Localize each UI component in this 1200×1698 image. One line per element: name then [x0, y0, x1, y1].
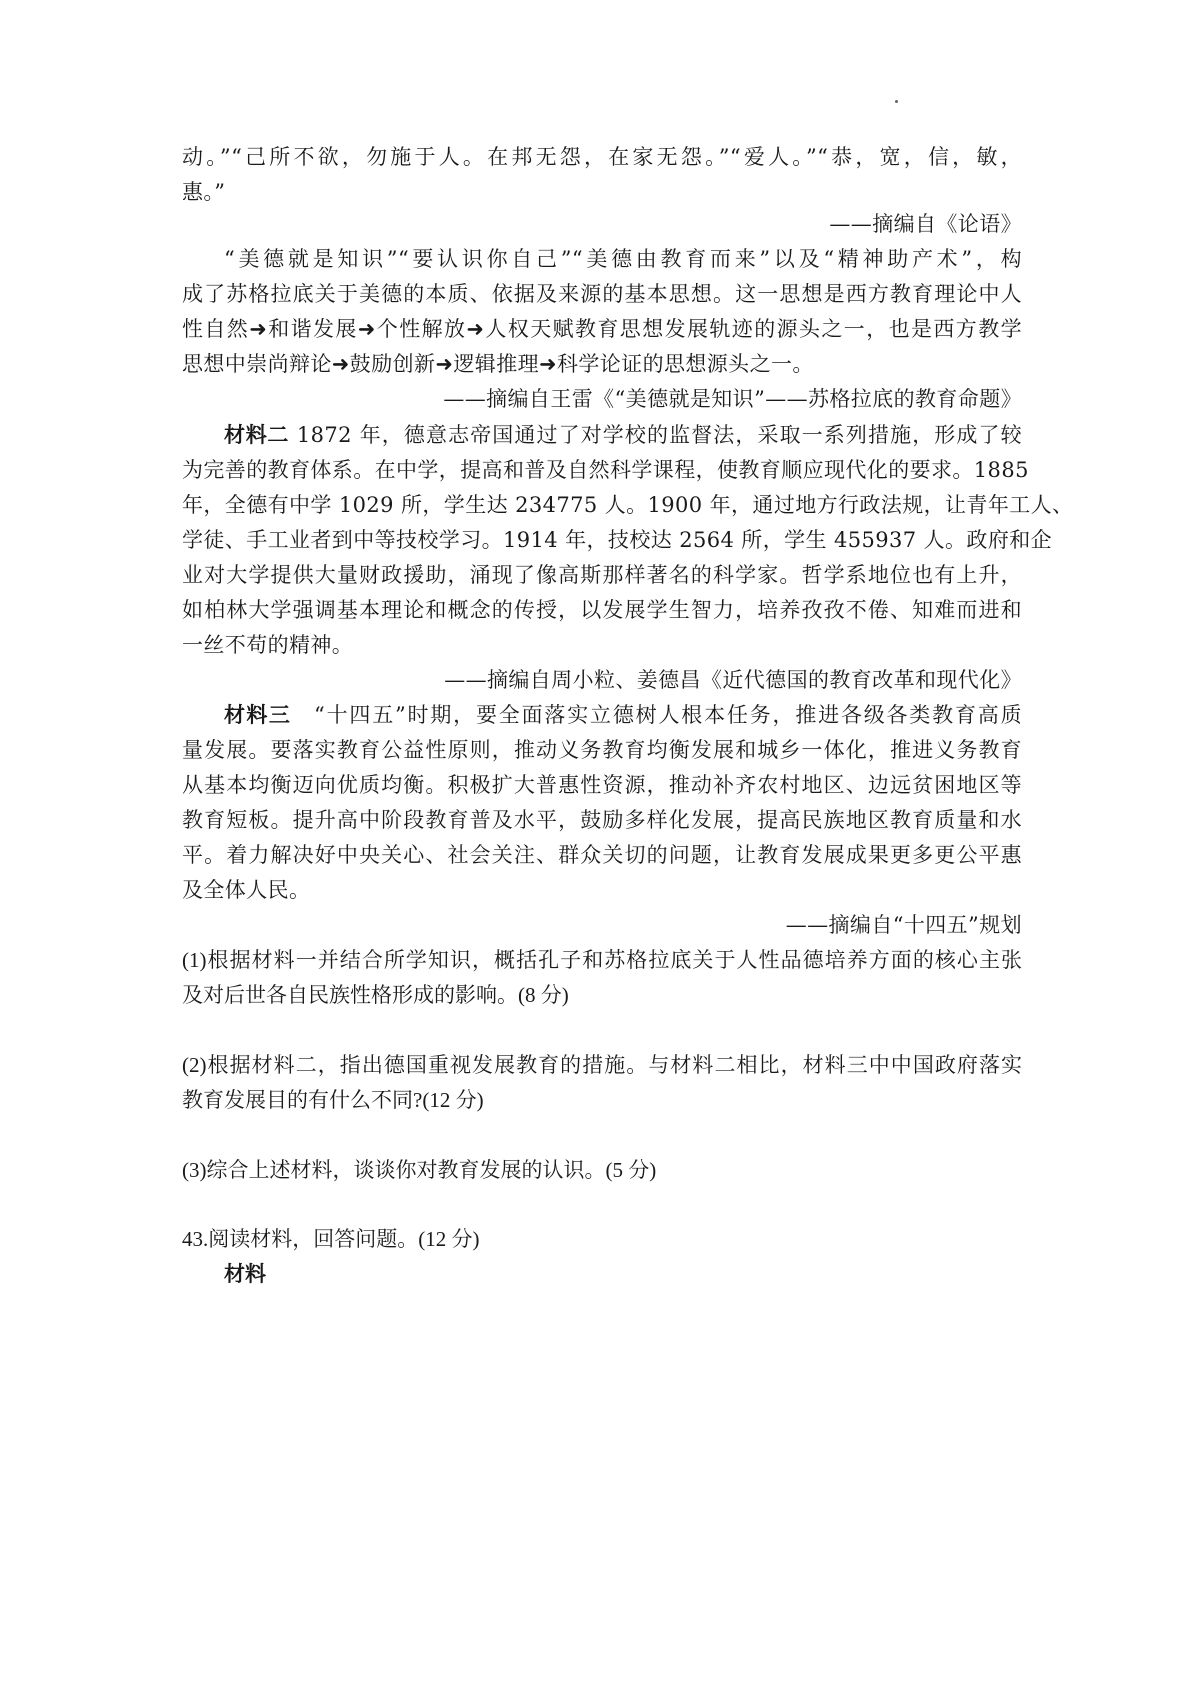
lunyu-line-2: 惠。”	[182, 180, 226, 204]
material-three-line-1	[224, 698, 1022, 733]
socrates-line-2: 成了苏格拉底关于美德的本质、依据及来源的基本思想。这一思想是西方教育理论中人	[182, 282, 1022, 306]
material-two-line-7: 一丝不苟的精神。	[182, 633, 354, 657]
material-two-line-1	[224, 418, 1022, 453]
source-material-three: ——摘编自“十四五”规划	[785, 913, 1022, 937]
material-three-line-6: 及全体人民。	[182, 878, 311, 902]
socrates-line-4: 思想中崇尚辩论➜鼓励创新➜逻辑推理➜科学论证的思想源头之一。	[182, 352, 814, 376]
material-two-line-5: 业对大学提供大量财政援助，涌现了像高斯那样著名的科学家。哲学系地位也有上升，	[182, 563, 1022, 587]
source-lunyu: ——摘编自《论语》	[829, 212, 1022, 236]
material-three-line-2: 量发展。要落实教育公益性原则，推动义务教育均衡发展和城乡一体化，推进义务教育	[182, 738, 1022, 762]
material-three-line-4: 教育短板。提升高中阶段教育普及水平，鼓励多样化发展，提高民族地区教育质量和水	[182, 808, 1022, 832]
socrates-line-1: “美德就是知识”“要认识你自己”“美德由教育而来”以及“精神助产术”，构	[224, 247, 1022, 271]
question-2-line-1: (2)根据材料二，指出德国重视发展教育的措施。与材料二相比，材料三中中国政府落实	[182, 1053, 1022, 1077]
material-three-label: 材料三	[224, 703, 292, 727]
socrates-line-3: 性自然➜和谐发展➜个性解放➜人权天赋教育思想发展轨迹的源头之一，也是西方教学	[182, 317, 1022, 341]
question-1-line-1: (1)根据材料一并结合所学知识，概括孔子和苏格拉底关于人性品德培养方面的核心主张	[182, 948, 1022, 972]
material-two-line-4: 学徒、手工业者到中等技校学习。1914 年，技校达 2564 所，学生 455937 人。政府和企	[182, 528, 1053, 552]
material-two-first-line: 1872 年，德意志帝国通过了对学校的监督法，采取一系列措施，形成了较	[289, 423, 1022, 447]
material-two-line-3: 年，全德有中学 1029 所，学生达 234775 人。1900 年，通过地方行政法规，让青年工人、	[182, 493, 1074, 517]
material-three-first-line: “十四五”时期，要全面落实立德树人根本任务，推进各级各类教育高质	[291, 703, 1023, 727]
material-three-line-3: 从基本均衡迈向优质均衡。积极扩大普惠性资源，推动补齐农村地区、边远贫困地区等	[182, 773, 1022, 797]
question-1-line-2: 及对后世各自民族性格形成的影响。(8 分)	[182, 983, 569, 1007]
material-three-line-5: 平。着力解决好中央关心、社会关注、群众关切的问题，让教育发展成果更多更公平惠	[182, 843, 1022, 867]
material-two-line-2: 为完善的教育体系。在中学，提高和普及自然科学课程，使教育顺应现代化的要求。1885	[182, 458, 1029, 482]
question-43-title: 43.阅读材料，回答问题。(12 分)	[182, 1227, 480, 1251]
question-2-line-2: 教育发展目的有什么不同?(12 分)	[182, 1088, 484, 1112]
question-43-material-label: 材料	[224, 1262, 266, 1286]
question-3: (3)综合上述材料，谈谈你对教育发展的认识。(5 分)	[182, 1158, 657, 1182]
source-material-two: ——摘编自周小粒、姜德昌《近代德国的教育改革和现代化》	[444, 668, 1022, 692]
source-socrates: ——摘编自王雷《“美德就是知识”——苏格拉底的教育命题》	[443, 387, 1022, 411]
material-two-line-6: 如柏林大学强调基本理论和概念的传授，以发展学生智力，培养孜孜不倦、知难而进和	[182, 598, 1022, 622]
scan-dot	[895, 100, 898, 103]
lunyu-line-1: 动。”“己所不欲，勿施于人。在邦无怨，在家无怨。”“爱人。”“恭，宽，信，敏，	[182, 145, 1022, 169]
material-two-label: 材料二	[224, 423, 290, 447]
